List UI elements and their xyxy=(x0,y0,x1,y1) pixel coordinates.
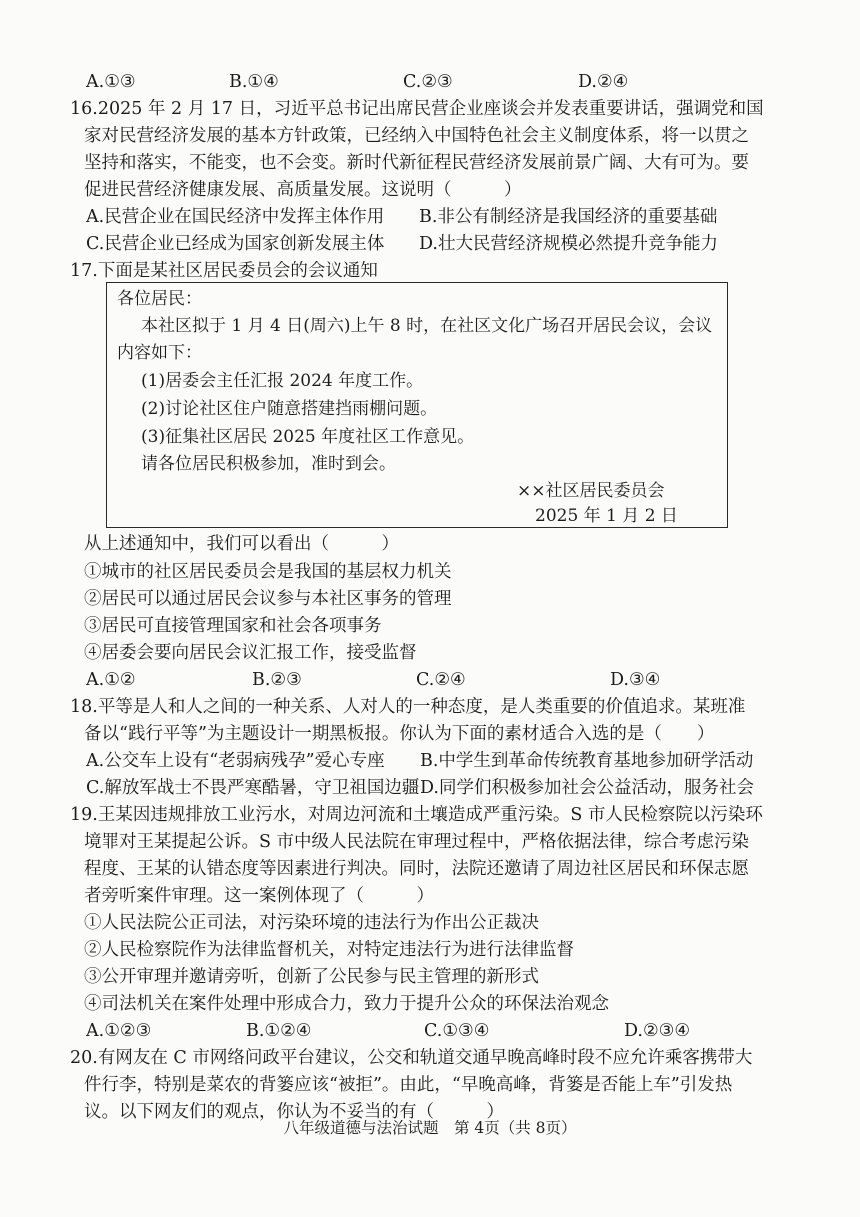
q16-stem-line: 16.2025 年 2 月 17 日，习近平总书记出席民营企业座谈会并发表重要讲话，强调党和国 xyxy=(70,99,764,119)
q17-question: 从上述通知中，我们可以看出（ ） xyxy=(84,534,399,554)
q19-stem-line: 19.王某因违规排放工业污水，对周边河流和土壤造成严重污染。S 市人民检察院以污染环 xyxy=(70,805,763,825)
q19-statement-3: ③公开审理并邀请旁听，创新了公民参与民主管理的新形式 xyxy=(84,967,539,987)
notice-body: 本社区拟于 1 月 4 日(周六)上午 8 时，在社区文化广场召开居民会议，会议 xyxy=(141,316,713,336)
q17-stem: 17.下面是某社区居民委员会的会议通知 xyxy=(70,261,378,281)
q15-option-a: A.①③ xyxy=(86,72,136,92)
q16-stem-line: 家对民营经济发展的基本方针政策，已经纳入中国特色社会主义制度体系，将一以贯之 xyxy=(84,126,749,146)
q16-stem-line: 坚持和落实，不能变，也不会变。新时代新征程民营经济发展前景广阔、大有可为。要 xyxy=(84,153,749,173)
notice-item-3: (3)征集社区居民 2025 年度社区工作意见。 xyxy=(141,427,475,447)
q16-option-a: A.民营企业在国民经济中发挥主体作用 xyxy=(86,207,385,227)
q19-option-c: C.①③④ xyxy=(424,1021,490,1041)
q18-stem-line: 18.平等是人和人之间的一种关系、人对人的一种态度，是人类重要的价值追求。某班准 xyxy=(70,697,746,717)
notice-item-2: (2)讨论社区住户随意搭建挡雨棚问题。 xyxy=(141,399,438,419)
q15-option-c: C.②③ xyxy=(403,72,453,92)
q17-statement-3: ③居民可直接管理国家和社会各项事务 xyxy=(84,616,382,636)
q20-stem-line: 件行李，特别是菜农的背篓应该“被拒”。由此，“早晚高峰，背篓是否能上车”引发热 xyxy=(84,1075,733,1095)
q18-option-a: A.公交车上设有“老弱病残孕”爱心专座 xyxy=(86,751,385,771)
q19-option-d: D.②③④ xyxy=(624,1021,691,1041)
q18-option-b: B.中学生到革命传统教育基地参加研学活动 xyxy=(420,751,754,771)
notice-closing: 请各位居民积极参加，准时到会。 xyxy=(141,454,396,474)
page-footer: 八年级道德与法治试题 第 4页（共 8页） xyxy=(283,1119,577,1137)
q18-option-c: C.解放军战士不畏严寒酷暑，守卫祖国边疆 xyxy=(86,778,420,798)
q19-statement-2: ②人民检察院作为法律监督机关，对特定违法行为进行法律监督 xyxy=(84,940,574,960)
q19-option-a: A.①②③ xyxy=(86,1021,152,1041)
q18-stem-line: 备以“践行平等”为主题设计一期黑板报。你认为下面的素材适合入选的是（ ） xyxy=(84,724,715,744)
q17-option-a: A.①② xyxy=(86,670,136,690)
q15-option-b: B.①④ xyxy=(229,72,279,92)
q17-statement-1: ①城市的社区居民委员会是我国的基层权力机关 xyxy=(84,562,452,582)
meeting-notice-box xyxy=(106,282,728,528)
notice-body: 内容如下： xyxy=(117,343,202,363)
q17-statement-4: ④居委会要向居民会议汇报工作，接受监督 xyxy=(84,643,417,663)
q16-option-c: C.民营企业已经成为国家创新发展主体 xyxy=(86,234,385,254)
q20-stem-line: 20.有网友在 C 市网络问政平台建议，公交和轨道交通早晚高峰时段不应允许乘客携带大 xyxy=(70,1048,753,1068)
q20-stem-line: 议。以下网友们的观点，你认为不妥当的有（ ） xyxy=(84,1102,504,1122)
q16-option-b: B.非公有制经济是我国经济的重要基础 xyxy=(419,207,718,227)
q19-stem-line: 者旁听案件审理。这一案例体现了（ ） xyxy=(84,886,434,906)
q19-statement-1: ①人民法院公正司法，对污染环境的违法行为作出公正裁决 xyxy=(84,913,539,933)
notice-date: 2025 年 1 月 2 日 xyxy=(535,506,678,526)
q19-option-b: B.①②④ xyxy=(246,1021,312,1041)
q17-statement-2: ②居民可以通过居民会议参与本社区事务的管理 xyxy=(84,589,452,609)
q17-option-c: C.②④ xyxy=(416,670,466,690)
q15-option-d: D.②④ xyxy=(578,72,629,92)
q17-option-b: B.②③ xyxy=(252,670,302,690)
q19-statement-4: ④司法机关在案件处理中形成合力，致力于提升公众的环保法治观念 xyxy=(84,994,609,1014)
notice-item-1: (1)居委会主任汇报 2024 年度工作。 xyxy=(141,371,424,391)
q19-stem-line: 境罪对王某提起公诉。S 市中级人民法院在审理过程中，严格依据法律，综合考虑污染 xyxy=(84,832,750,852)
q19-stem-line: 程度、王某的认错态度等因素进行判决。同时，法院还邀请了周边社区居民和环保志愿 xyxy=(84,859,749,879)
notice-signature: ××社区居民委员会 xyxy=(517,481,665,501)
q16-stem-line: 促进民营经济健康发展、高质量发展。这说明（ ） xyxy=(84,180,522,200)
q18-option-d: D.同学们积极参加社会公益活动，服务社会 xyxy=(420,778,754,798)
q16-option-d: D.壮大民营经济规模必然提升竞争能力 xyxy=(419,234,718,254)
q17-option-d: D.③④ xyxy=(610,670,661,690)
notice-salutation: 各位居民： xyxy=(117,289,202,309)
